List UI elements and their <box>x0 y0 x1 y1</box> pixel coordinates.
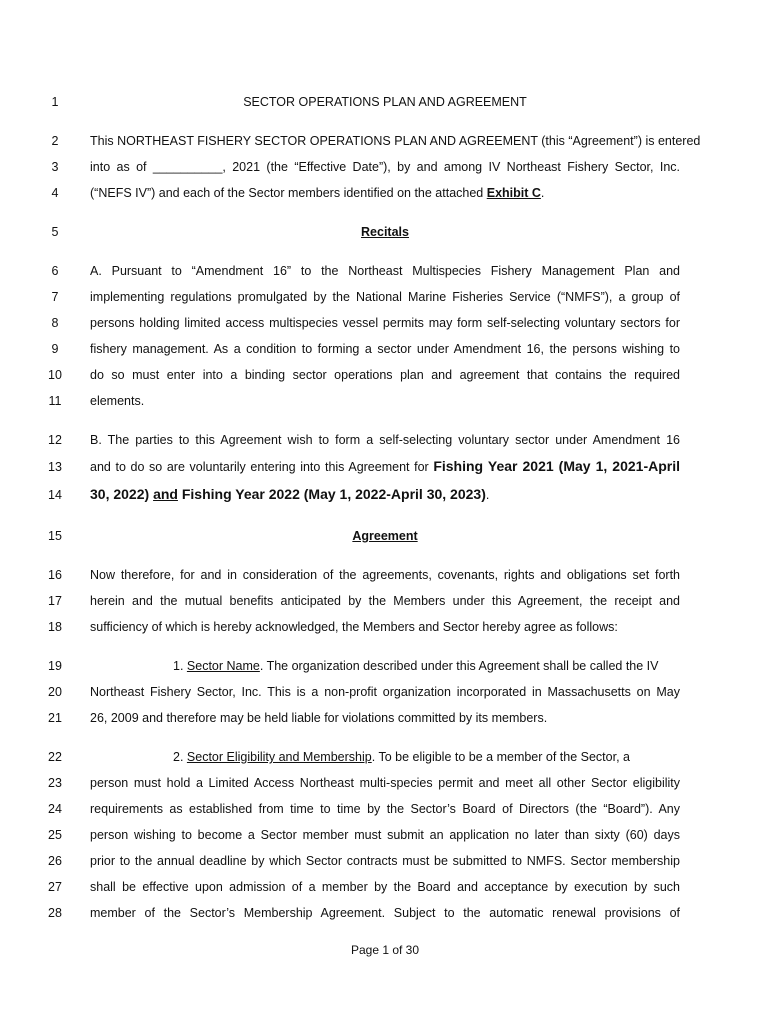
line-number: 8 <box>51 316 59 330</box>
line-number: 10 <box>48 368 62 382</box>
recital-b-line: B. The parties to this Agreement wish to form a self-selecting voluntary sector under Amendment 16 <box>90 433 680 447</box>
intro-line: This NORTHEAST FISHERY SECTOR OPERATIONS PLAN AND AGREEMENT (this “Agreement”) is entered <box>90 134 701 148</box>
fishing-year-2022: Fishing Year 2022 (May 1, 2022-April 30, 2023) <box>177 486 486 502</box>
recital-b-text: and to do so are voluntarily entering into this Agreement for <box>90 460 434 474</box>
agreement-intro-line: herein and the mutual benefits anticipated by the Members under this Agreement, the receipt and <box>90 594 680 608</box>
line-number: 12 <box>48 433 62 447</box>
line-number: 7 <box>51 290 59 304</box>
recital-a-line: A. Pursuant to “Amendment 16” to the Northeast Multispecies Fishery Management Plan and <box>90 264 680 278</box>
section-1-text: . The organization described under this Agreement shall be called the IV <box>259 659 659 673</box>
document-title: SECTOR OPERATIONS PLAN AND AGREEMENT <box>243 95 527 109</box>
intro-line: into as of __________, 2021 (the “Effective Date”), by and among IV Northeast Fishery Sector, Inc. <box>90 160 680 174</box>
recital-a-line: do so must enter into a binding sector operations plan and agreement that contains the required <box>90 368 680 382</box>
line-number: 25 <box>48 828 62 842</box>
recitals-heading: Recitals <box>361 225 409 239</box>
line-number: 9 <box>51 342 59 356</box>
section-1-line: Northeast Fishery Sector, Inc. This is a non-profit organization incorporated in Massachusetts on May <box>90 685 680 699</box>
line-number: 14 <box>48 488 62 502</box>
line-number: 21 <box>48 711 62 725</box>
line-number: 17 <box>48 594 62 608</box>
section-2-line <box>90 750 680 764</box>
line-number: 4 <box>51 186 59 200</box>
line-number: 26 <box>48 854 62 868</box>
punctuation: . <box>540 186 545 200</box>
line-number: 23 <box>48 776 62 790</box>
section-2-line: prior to the annual deadline by which Sector contracts must be submitted to NMFS. Sector membership <box>90 854 680 868</box>
section-2-line: shall be effective upon admission of a member by the Board and acceptance by execution by such <box>90 880 680 894</box>
section-2-text: . To be eligible to be a member of the Sector, a <box>371 750 630 764</box>
section-2-line: person wishing to become a Sector member must submit an application no later than sixty (60) days <box>90 828 680 842</box>
recital-a-line: persons holding limited access multispecies vessel permits may form self-selecting voluntary sectors for <box>90 316 680 330</box>
section-2-line: member of the Sector’s Membership Agreement. Subject to the automatic renewal provisions of <box>90 906 680 920</box>
line-number: 28 <box>48 906 62 920</box>
line-number: 2 <box>51 134 59 148</box>
line-number: 5 <box>51 225 59 239</box>
fishing-year-2021: Fishing Year 2021 (May 1, 2021-April <box>433 458 681 474</box>
recital-a-line: fishery management. As a condition to forming a sector under Amendment 16, the persons wishing to <box>90 342 680 356</box>
exhibit-c-reference: Exhibit C <box>486 186 541 200</box>
recital-a-line: implementing regulations promulgated by the National Marine Fisheries Service (“NMFS”), a group of <box>90 290 680 304</box>
punctuation: . <box>485 488 490 502</box>
line-number: 11 <box>48 394 62 408</box>
line-number: 20 <box>48 685 62 699</box>
recital-b-line <box>90 486 680 502</box>
section-1-title: Sector Name <box>186 659 260 673</box>
section-1-line <box>90 659 680 673</box>
recital-b-line <box>90 458 680 474</box>
agreement-intro-line: sufficiency of which is hereby acknowledged, the Members and Sector hereby agree as follows: <box>90 620 618 634</box>
page-footer: Page 1 of 30 <box>350 943 420 957</box>
line-number: 1 <box>51 95 59 109</box>
section-number: 1. <box>173 659 187 673</box>
section-2-title: Sector Eligibility and Membership <box>186 750 372 764</box>
recital-a-line: elements. <box>90 394 145 408</box>
section-2-line: requirements as established from time to time by the Sector’s Board of Directors (the “Board”). Any <box>90 802 680 816</box>
and-emphasis: and <box>153 486 178 502</box>
intro-line <box>90 186 680 200</box>
agreement-heading: Agreement <box>352 529 418 543</box>
fishing-year-2021-end: 30, 2022) <box>90 486 154 502</box>
intro-text: (“NEFS IV”) and each of the Sector members identified on the attached <box>90 186 487 200</box>
line-number: 24 <box>48 802 62 816</box>
section-1-line: 26, 2009 and therefore may be held liable for violations committed by its members. <box>90 711 548 725</box>
line-number: 6 <box>51 264 59 278</box>
line-number: 27 <box>48 880 62 894</box>
line-number: 13 <box>48 460 62 474</box>
line-number: 16 <box>48 568 62 582</box>
line-number: 3 <box>51 160 59 174</box>
line-number: 15 <box>48 529 62 543</box>
section-2-line: person must hold a Limited Access Northeast multi-species permit and meet all other Sector eligibility <box>90 776 680 790</box>
line-number: 18 <box>48 620 62 634</box>
section-number: 2. <box>173 750 187 764</box>
line-number: 19 <box>48 659 62 673</box>
agreement-intro-line: Now therefore, for and in consideration of the agreements, covenants, rights and obligations set forth <box>90 568 680 582</box>
line-number: 22 <box>48 750 62 764</box>
